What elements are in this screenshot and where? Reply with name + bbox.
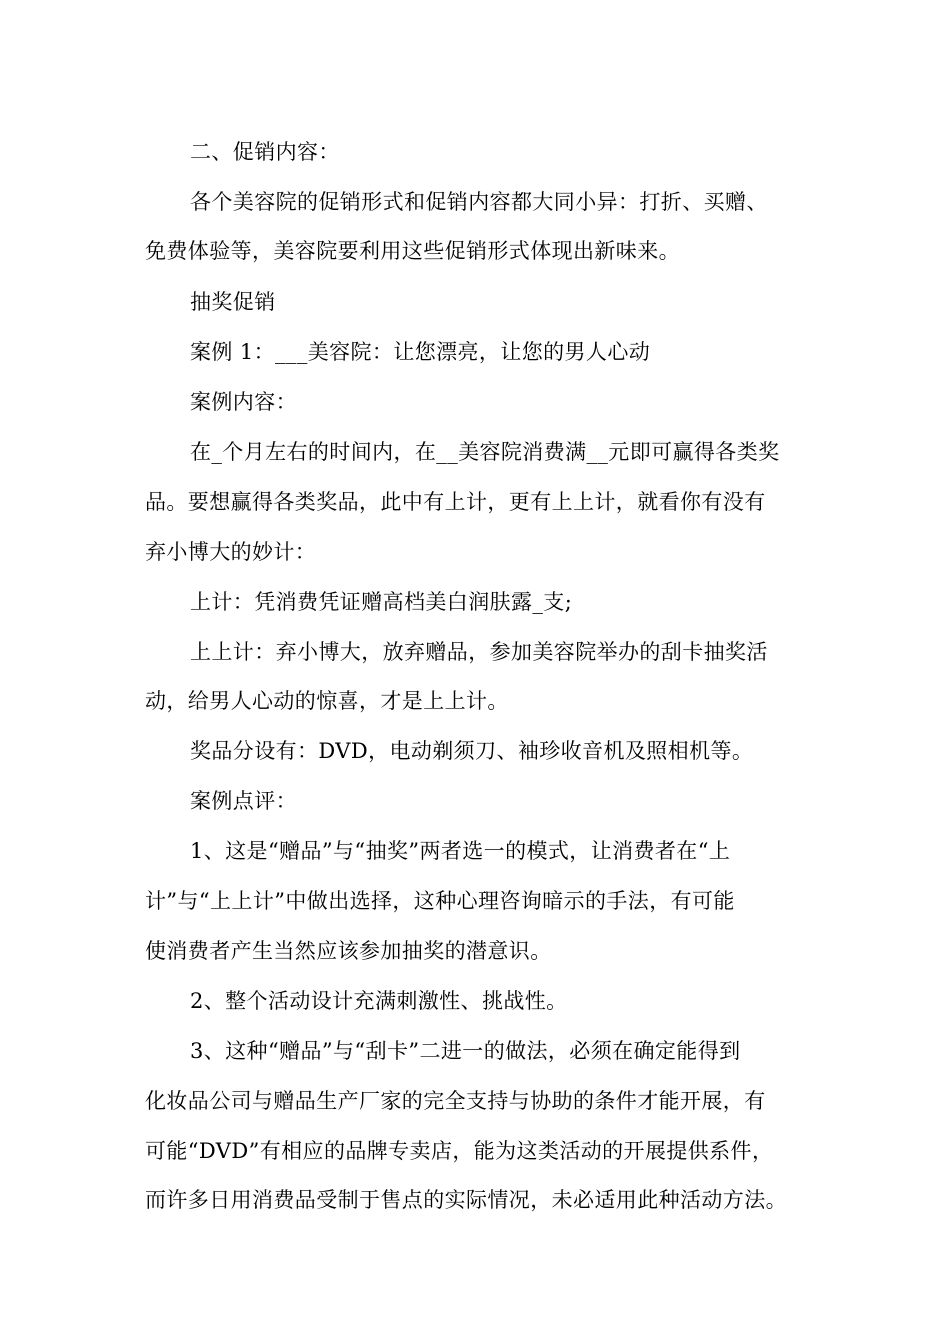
paragraph-line: 品。要想赢得各类奖品，此中有上计，更有上上计，就看你有没有	[145, 490, 766, 514]
paragraph-line: 上计：凭消费凭证赠高档美白润肤露_支;	[190, 590, 573, 614]
paragraph-line: 弃小博大的妙计：	[145, 540, 317, 564]
paragraph-line: 1、这是“赠品”与“抽奖”两者选一的模式，让消费者在“上	[190, 839, 731, 863]
paragraph-line: 各个美容院的促销形式和促销内容都大同小异：打折、买赠、	[190, 190, 768, 214]
paragraph-line: 上上计：弃小博大，放弃赠品，参加美容院举办的刮卡抽奖活	[190, 640, 768, 664]
paragraph-line: 而许多日用消费品受制于售点的实际情况，未必适用此种活动方法。	[145, 1188, 787, 1212]
paragraph-line: 在_个月左右的时间内，在__美容院消费满__元即可赢得各类奖	[190, 440, 780, 464]
paragraph-line: 可能“DVD”有相应的品牌专卖店，能为这类活动的开展提供系件，	[145, 1139, 774, 1163]
paragraph-line: 奖品分设有：DVD，电动剃须刀、袖珍收音机及照相机等。	[190, 739, 754, 763]
section-heading: 二、促销内容：	[190, 140, 340, 164]
subheading: 案例内容：	[190, 390, 297, 414]
paragraph-line: 化妆品公司与赠品生产厂家的完全支持与协助的条件才能开展，有	[145, 1089, 766, 1113]
paragraph-line: 动，给男人心动的惊喜，才是上上计。	[145, 689, 509, 713]
paragraph-line: 3、这种“赠品”与“刮卡”二进一的做法，必须在确定能得到	[190, 1039, 741, 1063]
paragraph-line: 计”与“上上计”中做出选择，这种心理咨询暗示的手法，有可能	[145, 889, 735, 913]
paragraph-line: 2、整个活动设计充满刺激性、挑战性。	[190, 989, 568, 1013]
subheading: 抽奖促销	[190, 290, 276, 314]
paragraph-line: 免费体验等，美容院要利用这些促销形式体现出新味来。	[145, 239, 680, 263]
subheading: 案例点评：	[190, 789, 297, 813]
case-title: 案例 1：___美容院：让您漂亮，让您的男人心动	[190, 340, 651, 364]
paragraph-line: 使消费者产生当然应该参加抽奖的潜意识。	[145, 939, 552, 963]
